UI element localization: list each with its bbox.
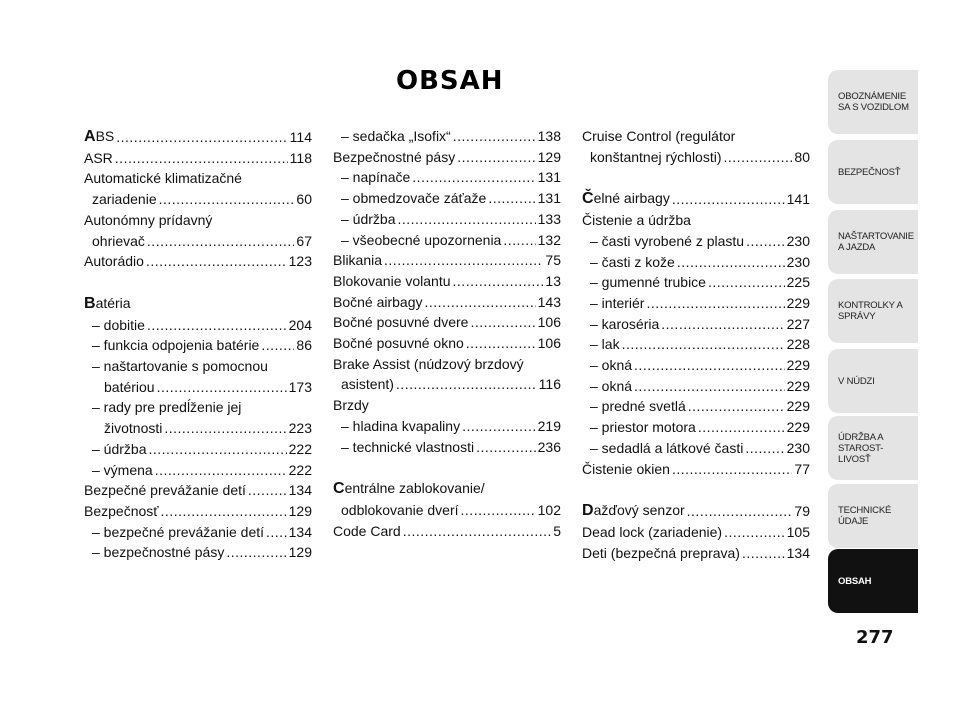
index-column-2	[333, 126, 561, 541]
entry-page: 236	[537, 438, 561, 455]
chapter-tab[interactable]	[828, 349, 918, 413]
section-gap	[582, 167, 810, 188]
entry-label	[590, 376, 632, 397]
index-entry	[84, 315, 312, 336]
dot-leader	[742, 543, 785, 564]
entry-text: ažďový senzor	[593, 502, 685, 519]
index-entry	[333, 167, 561, 188]
entry-page: 131	[537, 169, 561, 186]
dot-leader	[698, 417, 785, 438]
dot-leader	[155, 460, 287, 481]
entry-page: 60	[296, 191, 312, 208]
index-entry	[582, 376, 810, 397]
index-heading	[84, 168, 312, 189]
section-initial: Č	[582, 190, 594, 208]
index-entry	[84, 335, 312, 356]
dot-leader	[746, 231, 785, 252]
entry-page: 77	[794, 460, 810, 477]
entry-label	[582, 543, 740, 564]
entry-page: 114	[289, 129, 312, 145]
entry-label	[333, 521, 401, 542]
entry-text: Bočné posuvné okno	[333, 335, 464, 352]
dot-leader	[745, 438, 784, 459]
entry-page: 227	[786, 315, 810, 332]
entry-text: – sedadlá a látkové časti	[590, 439, 744, 456]
index-entry	[84, 418, 312, 439]
index-entry	[582, 543, 810, 564]
entry-label	[333, 147, 455, 168]
entry-label	[341, 416, 460, 437]
entry-page: 133	[537, 210, 561, 227]
section-initial: D	[582, 502, 594, 520]
entry-page: 138	[537, 128, 561, 144]
index-column-1	[84, 126, 312, 563]
index-heading	[84, 397, 312, 418]
entry-page: 134	[786, 544, 810, 561]
entry-text: Bezpečnostné pásy	[333, 148, 456, 165]
chapter-tab[interactable]	[828, 140, 918, 204]
dot-leader	[470, 312, 535, 333]
dot-leader	[634, 355, 785, 376]
section-gap	[333, 457, 561, 478]
entry-text: Cruise Control (regulátor	[582, 128, 736, 144]
entry-text: – okná	[590, 377, 633, 394]
entry-page: 80	[794, 148, 810, 165]
entry-page: 230	[786, 232, 810, 249]
index-heading	[84, 210, 312, 231]
chapter-tab-label: OBOZNÁMENIE SA S VOZIDLOM	[838, 91, 909, 113]
entry-label	[590, 231, 744, 252]
entry-text: konštantnej rýchlosti)	[590, 148, 722, 165]
index-entry	[84, 148, 312, 169]
entry-page: 143	[537, 293, 561, 310]
dot-leader	[466, 333, 536, 354]
index-heading	[582, 210, 810, 231]
index-entry	[582, 147, 810, 168]
dot-leader	[476, 437, 536, 458]
dot-leader	[412, 167, 535, 188]
index-entry	[84, 522, 312, 543]
chapter-tab[interactable]	[828, 549, 918, 613]
index-heading	[333, 395, 561, 416]
dot-leader	[261, 335, 294, 356]
dot-leader	[634, 376, 785, 397]
entry-text: Bočné posuvné dvere	[333, 314, 469, 331]
index-entry	[333, 374, 561, 395]
chapter-tab-label: ÚDRŽBA A STAROST-LIVOSŤ	[838, 431, 884, 465]
entry-label	[341, 500, 459, 521]
entry-label	[92, 189, 157, 210]
entry-label	[582, 500, 685, 522]
index-entry	[582, 293, 810, 314]
dot-leader	[646, 293, 784, 314]
chapter-tab-label: KONTROLKY A SPRÁVY	[838, 300, 903, 322]
entry-page: 230	[786, 253, 810, 270]
entry-page: 118	[289, 149, 312, 166]
entry-text: – údržba	[341, 210, 396, 227]
section-gap	[84, 272, 312, 293]
dot-leader	[488, 188, 535, 209]
entry-text: – naštartovanie s pomocnou	[92, 358, 268, 375]
dot-leader	[453, 271, 544, 292]
entry-label	[590, 396, 686, 417]
entry-label	[92, 335, 259, 356]
entry-label	[341, 209, 395, 230]
entry-text: zariadenie	[92, 191, 157, 208]
entry-page: 67	[296, 232, 312, 249]
entry-page: 229	[786, 294, 810, 311]
entry-page: 229	[786, 377, 810, 394]
page-number: 277	[856, 627, 894, 648]
entry-page: 129	[288, 544, 312, 561]
chapter-tab-label: TECHNICKÉ ÚDAJE	[838, 505, 892, 527]
entry-label	[92, 460, 153, 481]
entry-text: Deti (bezpečná preprava)	[582, 544, 740, 561]
entry-label	[341, 188, 486, 209]
dot-leader	[384, 250, 543, 271]
dot-leader	[157, 377, 287, 398]
index-entry	[84, 231, 312, 252]
index-entry	[84, 460, 312, 481]
entry-label	[590, 314, 659, 335]
index-entry	[582, 188, 810, 210]
entry-page: 222	[288, 440, 312, 457]
entry-page: 105	[786, 523, 810, 540]
entry-label	[590, 355, 632, 376]
dot-leader	[503, 230, 535, 251]
index-entry	[84, 480, 312, 501]
entry-page: 229	[786, 357, 810, 374]
index-heading	[84, 356, 312, 377]
index-entry	[582, 522, 810, 543]
entry-text: – priestor motora	[590, 419, 696, 436]
dot-leader	[146, 251, 287, 272]
index-column-3	[582, 126, 810, 563]
entry-label	[341, 437, 474, 458]
entry-text: atéria	[95, 294, 131, 311]
entry-text: Bočné airbagy	[333, 293, 423, 310]
section-initial: A	[84, 128, 96, 145]
chapter-tab[interactable]	[828, 484, 918, 548]
entry-text: Autorádio	[84, 253, 144, 270]
index-entry	[333, 416, 561, 437]
index-entry	[582, 272, 810, 293]
entry-text: Blokovanie volantu	[333, 272, 451, 289]
index-entry	[333, 333, 561, 354]
entry-text: – bezpečnostné pásy	[92, 544, 225, 561]
index-entry	[582, 438, 810, 459]
entry-page: 132	[537, 231, 561, 248]
dot-leader	[724, 522, 785, 543]
dot-leader	[687, 501, 793, 522]
entry-page: 141	[786, 191, 810, 208]
section-initial: B	[84, 294, 96, 312]
index-entry	[333, 312, 561, 333]
dot-leader	[266, 522, 287, 543]
dot-leader	[672, 459, 792, 480]
entry-text: – rady pre predĺženie jej	[92, 399, 242, 416]
entry-label	[341, 374, 394, 395]
entry-text: Brzdy	[333, 397, 369, 414]
entry-page: 228	[786, 336, 810, 353]
dot-leader	[248, 480, 287, 501]
entry-label	[590, 293, 644, 314]
index-entry	[84, 251, 312, 272]
dot-leader	[677, 252, 785, 273]
index-entry	[582, 396, 810, 417]
chapter-tab[interactable]	[828, 210, 918, 274]
entry-label	[84, 501, 159, 522]
entry-text: – sedačka „Isofix“	[341, 128, 451, 144]
entry-label	[590, 334, 620, 355]
entry-label	[333, 312, 468, 333]
chapter-tab-label: OBSAH	[838, 575, 872, 587]
entry-page: 222	[288, 461, 312, 478]
entry-text: – napínače	[341, 169, 411, 186]
index-entry	[333, 250, 561, 271]
dot-leader	[397, 209, 535, 230]
entry-text: odblokovanie dverí	[341, 501, 459, 518]
index-entry	[333, 521, 561, 542]
page-title: OBSAH	[396, 66, 504, 96]
entry-text: – okná	[590, 357, 633, 374]
index-entry	[333, 500, 561, 521]
dot-leader	[159, 189, 295, 210]
entry-page: 13	[545, 272, 561, 289]
index-entry	[333, 126, 561, 147]
index-entry	[84, 189, 312, 210]
entry-text: Automatické klimatizačné	[84, 170, 242, 187]
entry-text: – lak	[590, 336, 620, 353]
entry-label	[333, 250, 382, 271]
entry-label	[84, 480, 246, 501]
entry-text: – údržba	[92, 440, 147, 457]
index-entry	[333, 271, 561, 292]
chapter-tab-label: NAŠTARTOVANIE A JAZDA	[838, 231, 914, 253]
section-initial: C	[333, 480, 345, 498]
index-entry	[582, 355, 810, 376]
chapter-tab[interactable]	[828, 279, 918, 343]
index-entry	[582, 334, 810, 355]
entry-page: 229	[786, 419, 810, 436]
index-entry	[333, 147, 561, 168]
entry-text: – funkcia odpojenia batérie	[92, 337, 260, 354]
entry-label	[341, 230, 501, 251]
entry-label	[590, 438, 743, 459]
index-entry	[84, 126, 312, 148]
entry-label	[92, 439, 146, 460]
entry-text: – časti z kože	[590, 253, 675, 270]
index-entry	[582, 252, 810, 273]
entry-text: ASR	[84, 149, 113, 166]
entry-text: Čistenie okien	[582, 460, 670, 477]
entry-label	[590, 272, 706, 293]
entry-text: – obmedzovače záťaže	[341, 190, 487, 207]
index-heading	[582, 126, 810, 147]
entry-label	[84, 148, 113, 169]
entry-label	[590, 252, 675, 273]
entry-text: Autonómny prídavný	[84, 211, 213, 228]
dot-leader	[453, 126, 536, 147]
entry-text: – časti vyrobené z plastu	[590, 232, 745, 249]
section-gap	[582, 479, 810, 500]
index-heading	[333, 354, 561, 375]
dot-leader	[226, 542, 286, 563]
dot-leader	[115, 148, 288, 169]
entry-text: Dead lock (zariadenie)	[582, 523, 723, 540]
dot-leader	[688, 396, 785, 417]
entry-page: 223	[288, 420, 312, 437]
entry-page: 123	[288, 253, 312, 270]
index-entry	[333, 437, 561, 458]
index-entry	[84, 542, 312, 563]
entry-page: 230	[786, 439, 810, 456]
entry-text: – dobitie	[92, 316, 145, 333]
entry-label	[582, 188, 670, 210]
dot-leader	[164, 418, 286, 439]
index-entry	[333, 230, 561, 251]
dot-leader	[708, 272, 785, 293]
entry-page: 129	[288, 502, 312, 519]
entry-label	[92, 231, 145, 252]
entry-page: 106	[537, 314, 561, 331]
dot-leader	[116, 127, 287, 148]
dot-leader	[661, 314, 784, 335]
dot-leader	[622, 334, 785, 355]
entry-page: 225	[786, 274, 810, 291]
entry-label	[92, 315, 145, 336]
entry-text: – hladina kvapaliny	[341, 417, 461, 434]
entry-label	[590, 417, 696, 438]
entry-label	[84, 251, 144, 272]
entry-label	[582, 459, 670, 480]
entry-label	[104, 377, 155, 398]
entry-text: – predné svetlá	[590, 398, 686, 415]
entry-text: Čistenie a údržba	[582, 212, 691, 229]
entry-text: asistent)	[341, 376, 394, 393]
index-entry	[582, 500, 810, 522]
index-entry	[84, 439, 312, 460]
entry-text: – karoséria	[590, 315, 660, 332]
index-entry	[333, 292, 561, 313]
dot-leader	[403, 521, 552, 542]
index-entry	[333, 209, 561, 230]
dot-leader	[425, 292, 536, 313]
index-heading	[84, 293, 312, 315]
entry-text: – všeobecné upozornenia	[341, 231, 502, 248]
entry-page: 86	[296, 337, 312, 354]
index-entry	[582, 314, 810, 335]
entry-label	[333, 292, 423, 313]
chapter-tabs	[828, 70, 918, 618]
dot-leader	[462, 416, 536, 437]
entry-text: elné airbagy	[593, 190, 670, 207]
entry-page: 5	[553, 522, 561, 539]
index-entry	[582, 417, 810, 438]
dot-leader	[147, 315, 287, 336]
dot-leader	[147, 231, 295, 252]
entry-page: 219	[537, 417, 561, 434]
entry-page: 229	[786, 398, 810, 415]
entry-page: 129	[537, 148, 561, 165]
entry-text: – výmena	[92, 461, 153, 478]
entry-page: 116	[538, 376, 561, 393]
entry-text: entrálne zablokovanie/	[344, 480, 485, 497]
dot-leader	[724, 147, 793, 168]
entry-label	[333, 271, 451, 292]
entry-label	[84, 126, 114, 148]
entry-label	[582, 522, 722, 543]
entry-text: Bezpečnosť	[84, 502, 159, 519]
chapter-tab-label: BEZPEČNOSŤ	[838, 166, 901, 178]
entry-page: 75	[545, 252, 561, 269]
entry-label	[92, 542, 224, 563]
entry-text: Bezpečné prevážanie detí	[84, 482, 246, 499]
entry-text: – interiér	[590, 294, 645, 311]
index-entry	[582, 231, 810, 252]
entry-text: – bezpečné prevážanie detí	[92, 523, 265, 540]
index-entry	[582, 459, 810, 480]
entry-page: 173	[288, 378, 312, 395]
entry-text: – gumenné trubice	[590, 274, 706, 291]
entry-page: 131	[537, 190, 561, 207]
chapter-tab-label: V NÚDZI	[838, 375, 875, 387]
entry-text: – technické vlastnosti	[341, 438, 475, 455]
entry-text: batériou	[104, 378, 155, 395]
entry-page: 102	[537, 501, 561, 518]
index-entry	[84, 501, 312, 522]
chapter-tab[interactable]	[828, 416, 918, 480]
dot-leader	[672, 189, 785, 210]
entry-label	[341, 167, 410, 188]
entry-page: 106	[537, 335, 561, 352]
entry-text: životnosti	[104, 420, 163, 437]
index-heading	[333, 478, 561, 500]
entry-text: ohrievač	[92, 232, 145, 249]
dot-leader	[461, 500, 536, 521]
entry-label	[333, 333, 464, 354]
chapter-tab[interactable]	[828, 70, 918, 134]
index-entry	[84, 377, 312, 398]
entry-page: 204	[288, 316, 312, 333]
entry-label	[590, 147, 722, 168]
entry-text: BS	[95, 128, 115, 144]
entry-page: 134	[288, 523, 312, 540]
entry-label	[92, 522, 264, 543]
entry-text: Code Card	[333, 522, 401, 539]
dot-leader	[396, 374, 537, 395]
entry-page: 79	[794, 503, 810, 520]
index-entry	[333, 188, 561, 209]
dot-leader	[457, 147, 535, 168]
entry-text: Brake Assist (núdzový brzdový	[333, 355, 524, 372]
entry-page: 134	[288, 482, 312, 499]
entry-label	[341, 126, 451, 147]
dot-leader	[148, 439, 286, 460]
dot-leader	[161, 501, 287, 522]
entry-label	[104, 418, 162, 439]
entry-text: Blikania	[333, 252, 383, 269]
